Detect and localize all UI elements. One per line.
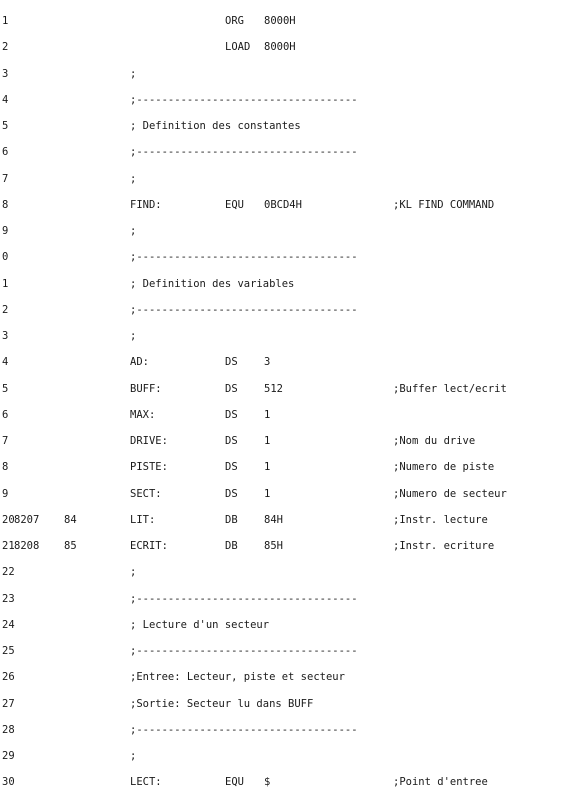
opcode-bytes: 85: [64, 540, 77, 552]
listing-line: [0, 717, 573, 743]
listing-line: [0, 349, 573, 375]
comment: ;Instr. lecture: [393, 513, 488, 526]
operand: 512: [264, 382, 283, 395]
listing-line: [0, 34, 573, 60]
line-number: 22: [2, 566, 15, 579]
line-number: 20: [2, 513, 15, 526]
operand: $: [264, 776, 271, 789]
line-number: 8: [2, 198, 9, 211]
comment-line: ;: [130, 225, 137, 237]
line-number: 28: [2, 723, 15, 736]
line-number: 9: [2, 487, 9, 500]
comment-line: ;Entree: Lecteur, piste et secteur: [130, 671, 345, 684]
comment-line: ;: [130, 67, 137, 80]
comment: ;Instr. ecriture: [393, 540, 495, 552]
line-number: 5: [2, 120, 9, 132]
listing-line: [0, 166, 573, 192]
operand: 8000H: [264, 15, 296, 27]
listing-line: [0, 612, 573, 638]
line-number: 1: [2, 15, 9, 27]
listing-line: [0, 533, 573, 559]
operand: 1: [264, 435, 271, 447]
line-number: 21: [2, 540, 15, 552]
line-number: 7: [2, 435, 9, 447]
listing-line: [0, 8, 573, 34]
mnemonic: DS: [225, 382, 238, 395]
listing-line: [0, 454, 573, 480]
mnemonic: DS: [225, 461, 238, 474]
comment: ;Numero de secteur: [393, 487, 507, 500]
listing-line: [0, 743, 573, 769]
assembly-listing: [0, 8, 573, 796]
label: PISTE:: [130, 461, 168, 474]
comment-line: ; Definition des variables: [130, 277, 295, 290]
comment-line: ;-----------------------------------: [130, 93, 358, 106]
line-number: 9: [2, 225, 9, 237]
operand: 85H: [264, 540, 283, 552]
listing-line: [0, 61, 573, 87]
mnemonic: EQU: [225, 198, 244, 211]
listing-line: [0, 507, 573, 533]
mnemonic: LOAD: [225, 41, 251, 54]
listing-line: [0, 376, 573, 402]
mnemonic: ORG: [225, 15, 244, 27]
line-number: 4: [2, 356, 9, 369]
mnemonic: DB: [225, 540, 238, 552]
listing-line: [0, 428, 573, 454]
operand: 84H: [264, 513, 283, 526]
mnemonic: EQU: [225, 776, 244, 789]
comment-line: ;-----------------------------------: [130, 303, 358, 316]
comment: ;Point d'entree: [393, 776, 488, 789]
operand: 8000H: [264, 41, 296, 54]
line-number: 0: [2, 251, 9, 264]
label: AD:: [130, 356, 149, 369]
operand: 1: [264, 408, 271, 421]
line-number: 7: [2, 172, 9, 185]
label: FIND:: [130, 198, 162, 211]
listing-line: [0, 691, 573, 717]
operand: 0BCD4H: [264, 198, 302, 211]
line-number: 4: [2, 93, 9, 106]
line-number: 24: [2, 618, 15, 631]
listing-line: [0, 638, 573, 664]
line-number: 30: [2, 776, 15, 789]
operand: 1: [264, 487, 271, 500]
listing-line: [0, 769, 573, 795]
mnemonic: DS: [225, 487, 238, 500]
operand: 3: [264, 356, 271, 369]
opcode-bytes: 84: [64, 513, 77, 526]
listing-line: [0, 218, 573, 244]
listing-line: [0, 481, 573, 507]
line-number: 2: [2, 41, 9, 54]
address: 8208: [14, 540, 40, 552]
comment-line: ; Definition des constantes: [130, 120, 301, 132]
comment-line: ;Sortie: Secteur lu dans BUFF: [130, 697, 314, 710]
line-number: 3: [2, 67, 9, 80]
comment-line: ;-----------------------------------: [130, 146, 358, 159]
listing-line: [0, 297, 573, 323]
line-number: 27: [2, 697, 15, 710]
listing-line: [0, 323, 573, 349]
comment: ;KL FIND COMMAND: [393, 198, 495, 211]
comment-line: ;: [130, 172, 137, 185]
comment-line: ;: [130, 750, 137, 762]
label: SECT:: [130, 487, 162, 500]
operand: 1: [264, 461, 271, 474]
mnemonic: DS: [225, 408, 238, 421]
listing-line: [0, 87, 573, 113]
line-number: 6: [2, 146, 9, 159]
comment-line: ;-----------------------------------: [130, 592, 358, 605]
line-number: 23: [2, 592, 15, 605]
line-number: 29: [2, 750, 15, 762]
comment-line: ;-----------------------------------: [130, 251, 358, 264]
line-number: 2: [2, 303, 9, 316]
mnemonic: DS: [225, 356, 238, 369]
label: LECT:: [130, 776, 162, 789]
listing-line: [0, 402, 573, 428]
comment-line: ;: [130, 330, 137, 342]
line-number: 8: [2, 461, 9, 474]
listing-line: [0, 192, 573, 218]
listing-line: [0, 664, 573, 690]
line-number: 25: [2, 645, 15, 657]
mnemonic: DB: [225, 513, 238, 526]
line-number: 6: [2, 408, 9, 421]
comment-line: ;-----------------------------------: [130, 645, 358, 657]
comment-line: ; Lecture d'un secteur: [130, 618, 270, 631]
line-number: 26: [2, 671, 15, 684]
mnemonic: DS: [225, 435, 238, 447]
comment: ;Buffer lect/ecrit: [393, 382, 507, 395]
listing-line: [0, 559, 573, 585]
comment-line: ;: [130, 566, 137, 579]
line-number: 1: [2, 277, 9, 290]
label: BUFF:: [130, 382, 162, 395]
address: 8207: [14, 513, 40, 526]
label: ECRIT:: [130, 540, 168, 552]
listing-line: [0, 586, 573, 612]
label: DRIVE:: [130, 435, 168, 447]
comment: ;Nom du drive: [393, 435, 476, 447]
listing-line: [0, 271, 573, 297]
comment-line: ;-----------------------------------: [130, 723, 358, 736]
line-number: 5: [2, 382, 9, 395]
comment: ;Numero de piste: [393, 461, 495, 474]
listing-line: [0, 113, 573, 139]
listing-line: [0, 244, 573, 270]
label: MAX:: [130, 408, 156, 421]
listing-line: [0, 139, 573, 165]
line-number: 3: [2, 330, 9, 342]
label: LIT:: [130, 513, 156, 526]
